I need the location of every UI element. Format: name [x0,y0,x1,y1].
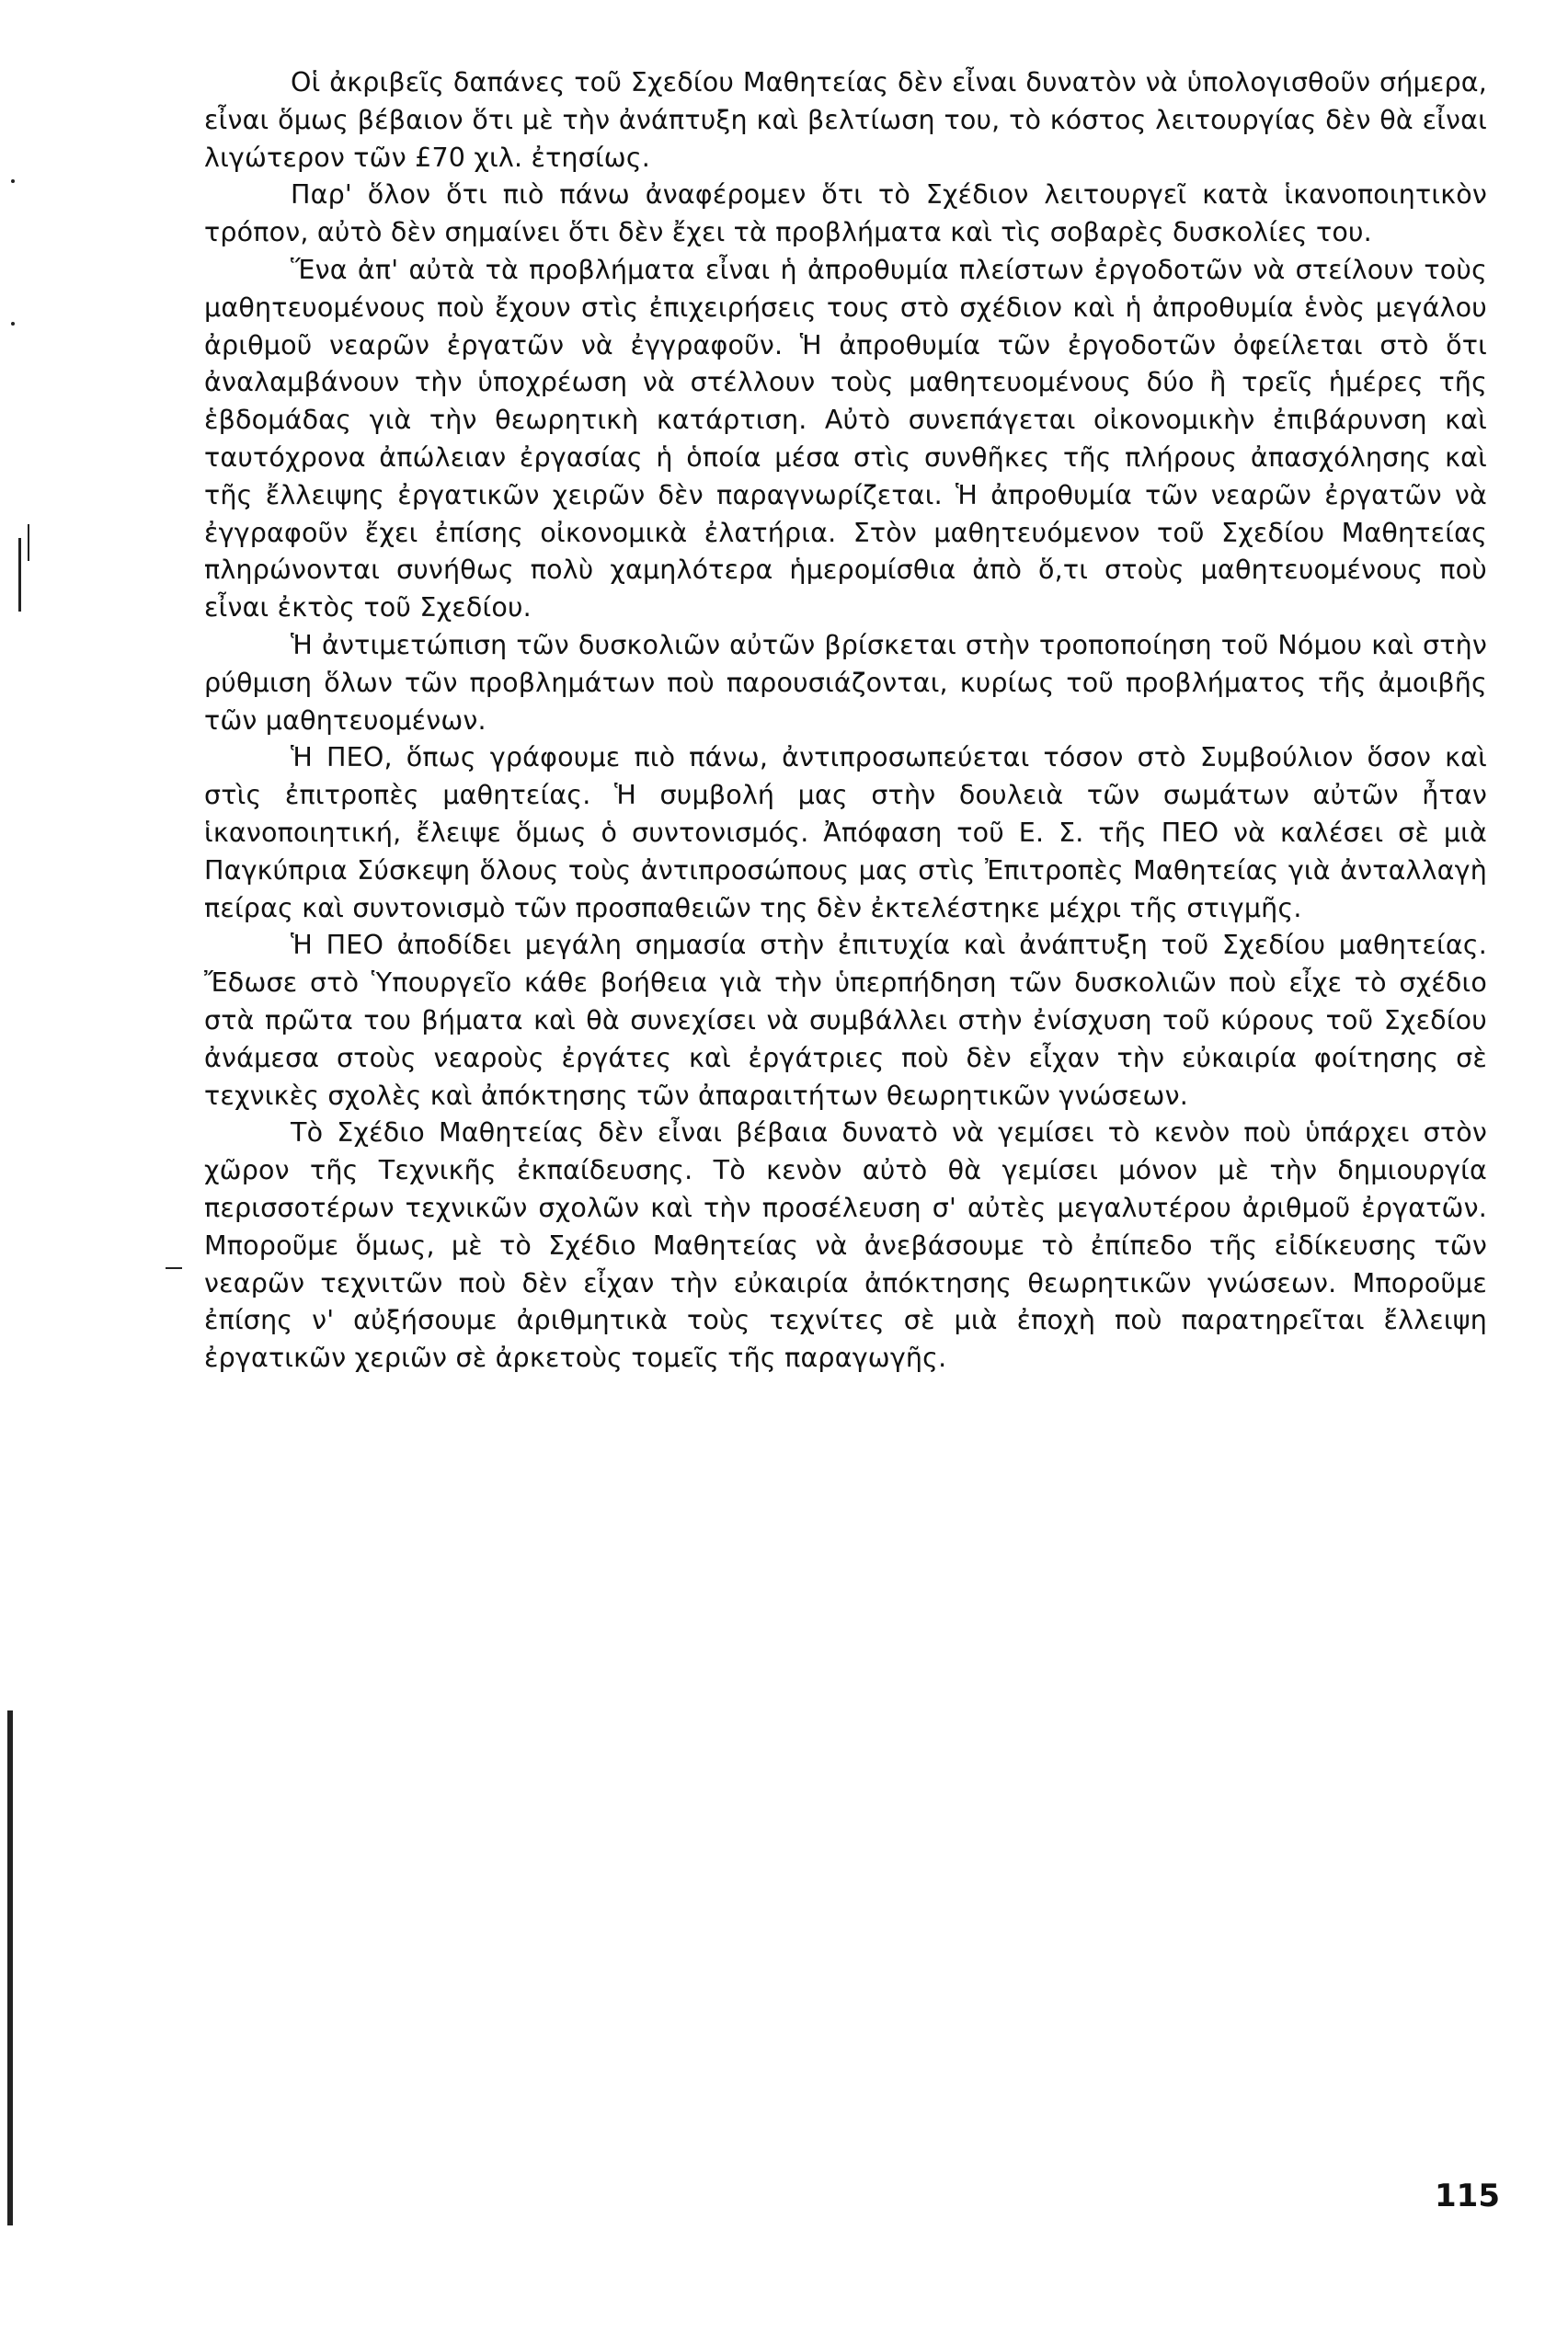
paragraph: Παρ' ὅλον ὅτι πιὸ πάνω ἀναφέρομεν ὅτι τὸ Σχέδιον λειτουργεῖ κατὰ ἱκανοποιητικὸν τρόπον, αὐτὸ δὲν σημαίνει ὅτι δὲν ἔχει τὰ προβλήματα καὶ τὶς σοβαρὲς δυσκολίες του. [204,179,1487,248]
paragraph: Ἕνα ἀπ' αὐτὰ τὰ προβλήματα εἶναι ἡ ἀπροθυμία πλείστων ἐργοδοτῶν νὰ στείλουν τοὺς μαθητευομένους ποὺ ἔχουν στὶς ἐπιχειρήσεις τους στὸ σχέδιον καὶ ἡ ἀπροθυμία ἑνὸς μεγάλου ἀριθμοῦ νεαρῶν ἐργατῶν νὰ ἐγγραφοῦν. Ἡ ἀπροθυμία τῶν ἐργοδοτῶν ὀφείλεται στὸ ὅτι ἀναλαμβάνουν τὴν ὑποχρέωση νὰ στέλλουν τοὺς μαθητευομένους δύο ἢ τρεῖς ἡμέρες τῆς ἑβδομάδας γιὰ τὴν θεωρητικὴ κατάρτιση. Αὐτὸ συνεπάγεται οἰκονομικὴν ἐπιβάρυνση καὶ ταυτόχρονα ἀπώλειαν ἐργασίας ἡ ὁποία μέσα στὶς συνθῆκες τῆς πλήρους ἀπασχόλησης καὶ τῆς ἔλλειψης ἐργατικῶν χειρῶν δὲν παραγνωρίζεται. Ἡ ἀπροθυμία τῶν νεαρῶν ἐργατῶν νὰ ἐγγραφοῦν ἔχει ἐπίσης οἰκονομικὰ ἐλατήρια. Στὸν μαθητευόμενον τοῦ Σχεδίου Μαθητείας πληρώνονται συνήθως πολὺ χαμηλότερα ἡμερομίσθια ἀπὸ ὅ,τι στοὺς μαθητευομένους ποὺ εἶναι ἐκτὸς τοῦ Σχεδίου. [204,254,1487,623]
scan-mark [18,538,21,612]
scan-mark [11,322,15,326]
scan-mark [7,1710,13,2225]
paragraph: Τὸ Σχέδιο Μαθητείας δὲν εἶναι βέβαια δυνατὸ νὰ γεμίσει τὸ κενὸν ποὺ ὑπάρχει στὸν χῶρον τῆς Τεχνικῆς ἐκπαίδευσης. Τὸ κενὸν αὐτὸ θὰ γεμίσει μόνον μὲ τὴν δημιουργία περισσοτέρων τεχνικῶν σχολῶν καὶ τὴν προσέλευση σ' αὐτὲς μεγαλυτέρου ἀριθμοῦ ἐργατῶν. Μποροῦμε ὅμως, μὲ τὸ Σχέδιο Μαθητείας νὰ ἀνεβάσουμε τὸ ἐπίπεδο τῆς εἰδίκευσης τῶν νεαρῶν τεχνιτῶν ποὺ δὲν εἶχαν τὴν εὐκαιρία ἀπόκτησης θεωρητικῶν γνώσεων. Μποροῦμε ἐπίσης ν' αὐξήσουμε ἀριθμητικὰ τοὺς τεχνίτες σὲ μιὰ ἐποχὴ ποὺ παρατηρεῖται ἔλλειψη ἐργατικῶν χεριῶν σὲ ἀρκετοὺς τομεῖς τῆς παραγωγῆς. [204,1117,1487,1374]
paragraph: Ἡ ΠΕΟ ἀποδίδει μεγάλη σημασία στὴν ἐπιτυχία καὶ ἀνάπτυξη τοῦ Σχεδίου μαθητείας. Ἔδωσε στὸ Ὑπουργεῖο κάθε βοήθεια γιὰ τὴν ὑπερπήδηση τῶν δυσκολιῶν ποὺ εἶχε τὸ σχέδιο στὰ πρῶτα του βήματα καὶ θὰ συνεχίσει νὰ συμβάλλει στὴν ἐνίσχυση τοῦ κύρους τοῦ Σχεδίου ἀνάμεσα στοὺς νεαροὺς ἐργάτες καὶ ἐργάτριες ποὺ δὲν εἶχαν τὴν εὐκαιρία φοίτησης σὲ τεχνικὲς σχολὲς καὶ ἀπόκτησης τῶν ἀπαραιτήτων θεωρητικῶν γνώσεων. [204,930,1487,1111]
scan-mark [28,524,29,561]
page-number: 115 [1435,2178,1500,2214]
body-text [204,64,1487,1378]
paragraph: Ἡ ΠΕΟ, ὅπως γράφουμε πιὸ πάνω, ἀντιπροσωπεύεται τόσον στὸ Συμβούλιον ὅσον καὶ στὶς ἐπιτροπὲς μαθητείας. Ἡ συμβολή μας στὴν δουλειὰ τῶν σωμάτων αὐτῶν ἦταν ἱκανοποιητική, ἔλειψε ὅμως ὁ συντονισμός. Ἀπόφαση τοῦ Ε. Σ. τῆς ΠΕΟ νὰ καλέσει σὲ μιὰ Παγκύπρια Σύσκεψη ὅλους τοὺς ἀντιπροσώπους μας στὶς Ἐπιτροπὲς Μαθητείας γιὰ ἀνταλλαγὴ πείρας καὶ συντονισμὸ τῶν προσπαθειῶν της δὲν ἐκτελέστηκε μέχρι τῆς στιγμῆς. [204,742,1487,923]
scan-mark [166,1267,182,1269]
scan-mark [11,179,15,183]
paragraph: Οἱ ἀκριβεῖς δαπάνες τοῦ Σχεδίου Μαθητείας δὲν εἶναι δυνατὸν νὰ ὑπολογισθοῦν σήμερα, εἶναι ὅμως βέβαιον ὅτι μὲ τὴν ἀνάπτυξη καὶ βελτίωση του, τὸ κόστος λειτουργίας δὲν θὰ εἶναι λιγώτερον τῶν £70 χιλ. ἐτησίως. [204,67,1487,173]
paragraph: Ἡ ἀντιμετώπιση τῶν δυσκολιῶν αὐτῶν βρίσκεται στὴν τροποποίηση τοῦ Νόμου καὶ στὴν ρύθμιση ὅλων τῶν προβλημάτων ποὺ παρουσιάζονται, κυρίως τοῦ προβλήματος τῆς ἀμοιβῆς τῶν μαθητευομένων. [204,629,1487,736]
